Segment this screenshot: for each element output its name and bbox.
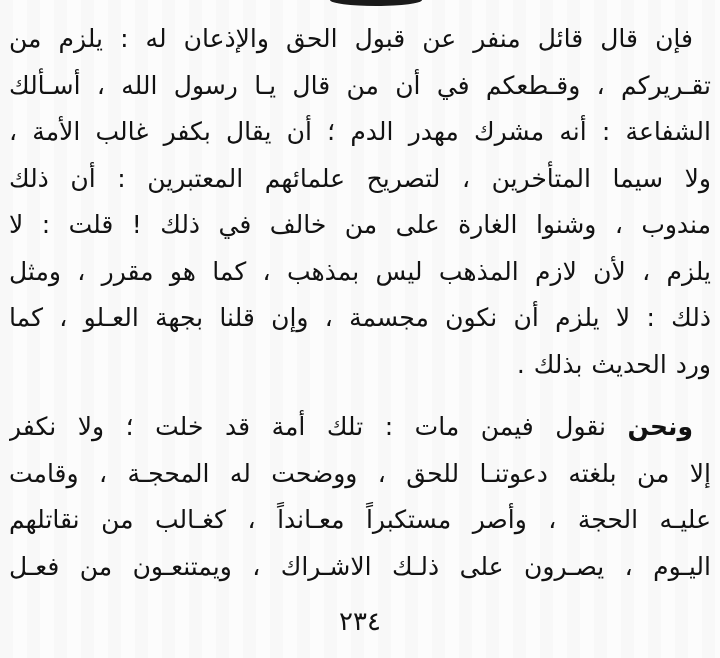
text-line: فإن قال قائل منفر عن قبول الحق والإذعان له : يلزم من xyxy=(9,24,693,53)
text-line: ذلك : لا يلزم أن نكون مجسمة ، وإن قلنا بجهة العـلو ، كما xyxy=(9,303,711,332)
text-line: مندوب ، وشنوا الغارة على من خالف في ذلك ! قلت : لا xyxy=(9,210,711,239)
text-line: ولا سيما المتأخرين ، لتصريح علمائهم المعتبرين : أن ذلك xyxy=(9,163,711,193)
text-line: الشفاعة : أنه مشرك مهدر الدم ؛ أن يقال بكفر غالب الأمة ، xyxy=(9,117,711,146)
paragraph-lead-bold: ونحن xyxy=(627,412,693,441)
text-line xyxy=(9,404,711,451)
text-line: ورد الحديث بذلك . xyxy=(516,349,711,379)
body-text xyxy=(9,16,711,590)
text-line: إلا من بلغته دعوتنـا للحق ، ووضحت له المحجـة ، وقامت xyxy=(9,458,711,488)
text-line: اليـوم ، يصـرون على ذلـك الاشـراك ، ويمتنعـون من فعـل xyxy=(9,551,711,581)
text-line: عليـه الحجة ، وأصر مستكبراً معـانداً ، كغـالب من نقاتلهم xyxy=(9,505,711,534)
text-line-rest: نقول فيمن مات : تلك أمة قد خلت ؛ ولا نكفر xyxy=(9,412,606,441)
text-line: تقـريركم ، وقـطعكم في أن من قال يـا رسول الله ، أسـألك xyxy=(9,70,711,100)
scan-artifact xyxy=(330,0,422,6)
page-number: ٢٣٤ xyxy=(339,607,381,637)
text-line: يلزم ، لأن لازم المذهب ليس بمذهب ، كما هو مقرر ، ومثل xyxy=(9,256,711,286)
